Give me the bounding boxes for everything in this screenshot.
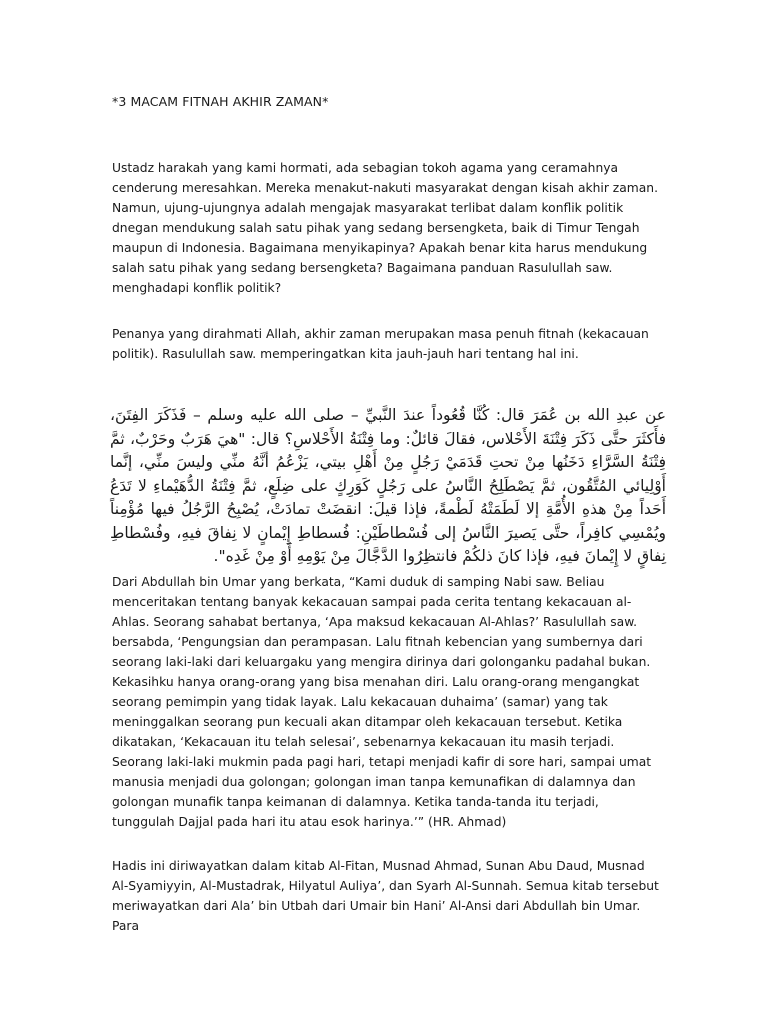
document-title: *3 MACAM FITNAH AKHIR ZAMAN* [112,94,329,109]
hadith-sources-paragraph: Hadis ini diriwayatkan dalam kitab Al-Fitan, Musnad Ahmad, Sunan Abu Daud, Musnad Al-Syamiyyin, Al-Mustadrak, Hilyatul Auliya’, dan Syarh Al-Sunnah. Semua kitab tersebut meriwayatkan dari Ala’ bin Utbah dari Umair bin Hani’ Al-Ansi dari Abdullah bin Umar. Para [112,859,659,933]
arabic-hadith-text: عن عبدِ الله بن عُمَرَ قال: كُنَّا قُعُوداً عندَ النَّبيِّ – صلى الله عليه وسلم – فَذَكَرَ الفِتَنَ، فأَكثَرَ حتَّى ذَكَرَ فِتْنَةَ الأَحْلاس، فقالَ قائلٌ: وما فِتْنَةُ الأَحْلاسِ؟ قال: "هيَ هَرَبٌ وحَرْبٌ، ثمَّ فِتْنَةُ السَّرَّاءِ دَخَنُها مِنْ تحتِ قَدَمَيْ رَجُلٍ مِنْ أَهْلِ بيتي، يَزْعُمُ أنَّهُ منِّي وليسَ منِّي، إنَّما أَوْلِيائي المُتَّقُون، ثمَّ يَصْطَلِحُ النَّاسُ على رَجُلٍ كَوَرِكٍ على ضِلَعٍ، ثمَّ فِتْنَةُ الدُّهَيْماءِ لا تَدَعُ أَحَداً مِنْ هذهِ الأُمَّةِ إلا لَطَمَتْهُ لَطْمةً، فإذا قيلَ: انقضَتْ تمادَتْ، يُصْبِحُ الرَّجُلُ فيها مُؤْمِناً ويُمْسِي كافِراً، حتَّى يَصيرَ النَّاسُ إلى فُسْطاطَيْنِ: فُسطاطِ إِيْمانٍ لا نِفاقَ فيهِ، وفُسْطاطِ نِفاقٍ لا إِيْمانَ فيهِ، فإذا كانَ ذلكُمْ فانتظِرُوا الدَّجَّالَ مِنْ يَوْمِهِ أَوْ مِنْ غَدِه". [110,406,666,565]
question-paragraph: Ustadz harakah yang kami hormati, ada sebagian tokoh agama yang ceramahnya cenderung meresahkan. Mereka menakut-nakuti masyarakat dengan kisah akhir zaman. Namun, ujung-ujungnya adalah mengajak masyarakat terlibat dalam konflik politik dnegan mendukung salah satu pihak yang sedang bersengketa, baik di Timur Tengah maupun di Indonesia. Bagaimana menyikapinya? Apakah benar kita harus mendukung salah satu pihak yang sedang bersengketa? Bagaimana panduan Rasulullah saw. menghadapi konflik politik? [112,161,659,295]
hadith-translation-paragraph: Dari Abdullah bin Umar yang berkata, “Kami duduk di samping Nabi saw. Beliau menceritakan tentang banyak kekacauan sampai pada cerita tentang kekacauan al-Ahlas. Seorang sahabat bertanya, ‘Apa maksud kekacauan Al-Ahlas?’ Rasulullah saw. bersabda, ‘Pengungsian dan perampasan. Lalu fitnah kebencian yang sumbernya dari seorang laki-laki dari keluargaku yang mengira dirinya dari golonganku padahal bukan. Kekasihku hanya orang-orang yang bisa menahan diri. Lalu orang-orang mengangkat seorang pemimpin yang tidak layak. Lalu kekacauan duhaima’ (samar) yang tak meninggalkan seorang pun kecuali akan ditampar oleh kekacauan tersebut. Ketika dikatakan, ‘Kekacauan itu telah selesai’, sebenarnya kekacauan itu masih terjadi. Seorang laki-laki mukmin pada pagi hari, tetapi menjadi kafir di sore hari, sampai umat manusia menjadi dua golongan; golongan iman tanpa kemunafikan di dalamnya dan golongan munafik tanpa keimanan di dalamnya. Ketika tanda-tanda itu terjadi, tunggulah Dajjal pada hari itu atau esok harinya.’” (HR. Ahmad) [112,575,652,829]
answer-intro-paragraph: Penanya yang dirahmati Allah, akhir zaman merupakan masa penuh fitnah (kekacauan politik). Rasulullah saw. memperingatkan kita jauh-jauh hari tentang hal ini. [112,327,649,361]
